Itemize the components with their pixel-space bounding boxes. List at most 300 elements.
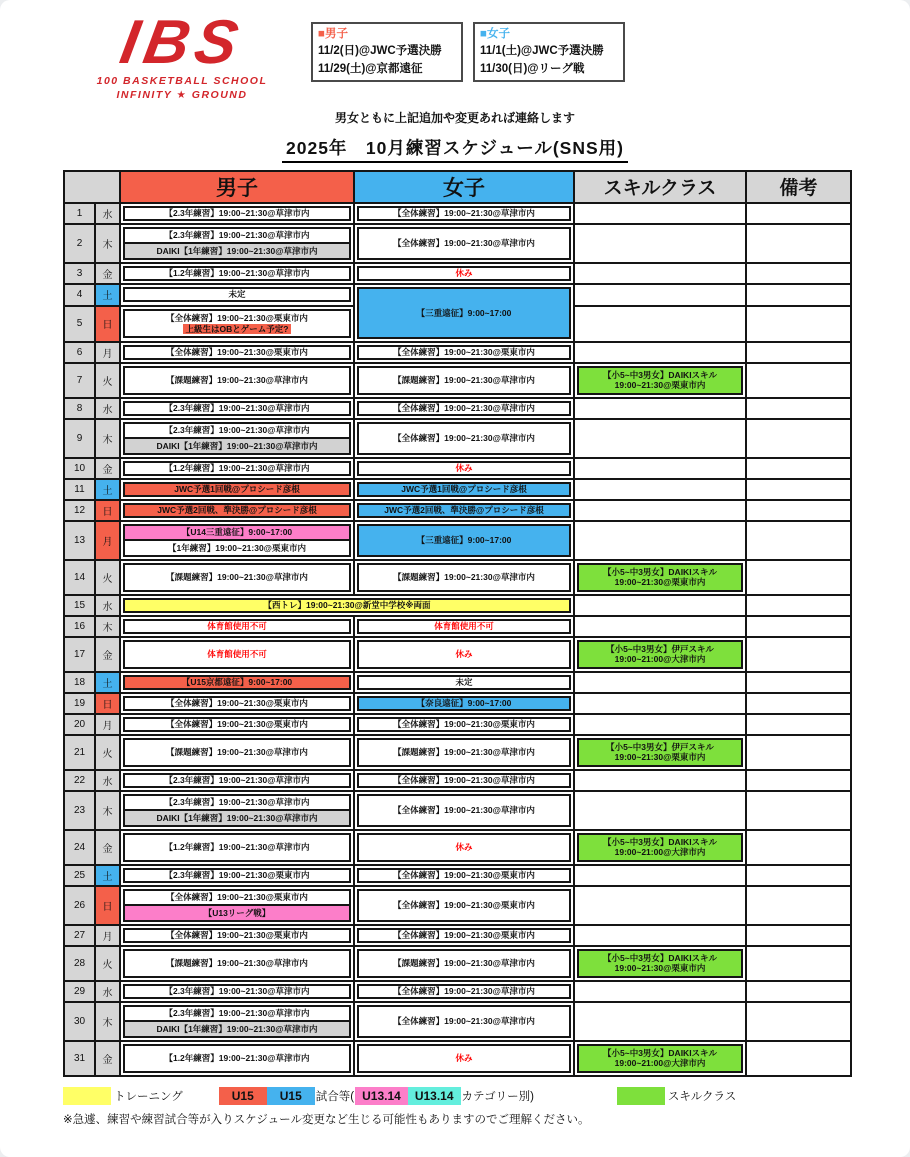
boys-cell [120,791,354,830]
event-sub-box: 【2.3年練習】19:00~21:30@草津市内 [125,1007,349,1021]
event-box: 【課題練習】19:00~21:30@草津市内 [357,563,571,592]
girls-cell [354,284,574,342]
remarks-cell [746,616,851,637]
boys-cell [120,203,354,224]
boys-girls-span-cell [120,595,574,616]
skill-cell [574,616,746,637]
girls-cell [354,735,574,770]
girls-cell [354,479,574,500]
skill-box [577,366,743,395]
skill-box [577,1044,743,1073]
skill-cell [574,284,746,306]
boys-cell [120,306,354,342]
skill-line: 19:00~21:30@栗東市内 [614,577,706,588]
schedule-row [64,224,851,263]
girls-cell [354,398,574,419]
weekday-cell: 金 [95,1041,120,1076]
day-cell: 20 [64,714,95,735]
skill-box [577,640,743,669]
weekday-cell: 木 [95,616,120,637]
girls-cell [354,203,574,224]
day-cell: 5 [64,306,95,342]
skill-cell [574,419,746,458]
boys-cell [120,637,354,672]
event-box: 【課題練習】19:00~21:30@草津市内 [123,366,351,395]
girls-cell [354,693,574,714]
remarks-cell [746,306,851,342]
girls-cell [354,791,574,830]
skill-line: 19:00~21:00@大津市内 [614,654,706,665]
remarks-cell [746,830,851,865]
skill-cell [574,637,746,672]
skill-cell [574,1002,746,1041]
event-box: 【西トレ】19:00~21:30@新堂中学校※両面 [123,598,571,613]
header-row [64,171,851,203]
event-box: 【全体練習】19:00~21:30@栗東市内 [123,928,351,943]
day-cell: 28 [64,946,95,981]
skill-cell [574,479,746,500]
schedule-row [64,363,851,398]
event-box: 【全体練習】19:00~21:30@栗東市内 [357,345,571,360]
event-sub-box: DAIKI【1年練習】19:00~21:30@草津市内 [125,242,349,258]
girls-cell [354,672,574,693]
boys-cell [120,946,354,981]
skill-cell [574,672,746,693]
day-cell: 24 [64,830,95,865]
weekday-cell: 土 [95,865,120,886]
weekday-cell: 木 [95,1002,120,1041]
remarks-cell [746,981,851,1002]
skill-line: 19:00~21:30@栗東市内 [614,380,706,391]
remarks-cell [746,203,851,224]
remarks-cell [746,886,851,925]
event-box: 休み [357,640,571,669]
weekday-cell: 土 [95,284,120,306]
boys-upcoming-title: ■男子 [318,28,348,40]
day-cell: 13 [64,521,95,560]
skill-cell [574,1041,746,1076]
event-box: 【全体練習】19:00~21:30@栗東市内 [357,889,571,922]
remarks-cell [746,693,851,714]
schedule-body [64,203,851,1076]
boys-cell [120,284,354,306]
remarks-cell [746,637,851,672]
day-cell: 22 [64,770,95,791]
schedule-row [64,398,851,419]
event-box: 【U15京都遠征】9:00~17:00 [123,675,351,690]
schedule-row [64,946,851,981]
skill-line: 【小5~中3男女】伊戸スキル [606,643,714,654]
day-cell: 14 [64,560,95,595]
event-sub-box: 【2.3年練習】19:00~21:30@草津市内 [125,424,349,438]
boys-cell [120,693,354,714]
skill-cell [574,342,746,363]
girls-cell [354,925,574,946]
boys-upcoming-box [311,22,463,82]
skill-cell [574,521,746,560]
weekday-cell: 水 [95,770,120,791]
event-box: 【2.3年練習】19:00~21:30@栗東市内 [123,868,351,883]
skill-cell [574,224,746,263]
ibs-logo-subtitle-1: 100 BASKETBALL SCHOOL [96,74,268,87]
schedule-row [64,284,851,306]
boys-cell [120,398,354,419]
corner-header-cell [64,171,120,203]
remarks-cell [746,714,851,735]
girls-upcoming-box [473,22,625,82]
event-box: 【課題練習】19:00~21:30@草津市内 [357,366,571,395]
skill-line: 19:00~21:30@栗東市内 [614,752,706,763]
legend-swatch-cyan: U13.14 [408,1087,461,1105]
event-box [123,422,351,455]
schedule-row [64,735,851,770]
legend-swatch-blue: U15 [267,1087,315,1105]
event-box: 【全体練習】19:00~21:30@栗東市内 [123,696,351,711]
day-cell: 19 [64,693,95,714]
skill-cell [574,830,746,865]
skill-cell [574,363,746,398]
girls-cell [354,714,574,735]
boys-cell [120,1041,354,1076]
event-box: 【全体練習】19:00~21:30@草津市内 [357,401,571,416]
boys-cell [120,830,354,865]
schedule-row [64,458,851,479]
event-box: 【1.2年練習】19:00~21:30@草津市内 [123,833,351,862]
skill-line: 【小5~中3男女】DAIKIスキル [603,566,717,577]
boys-cell [120,479,354,500]
schedule-row [64,770,851,791]
event-box: 未定 [357,675,571,690]
girls-cell [354,637,574,672]
schedule-row [64,714,851,735]
event-box: JWC予選2回戦、準決勝@プロシード彦根 [357,503,571,518]
event-box: 【課題練習】19:00~21:30@草津市内 [357,949,571,978]
col-header-girls: 女子 [354,171,574,203]
schedule-table [63,170,852,1077]
col-header-skill: スキルクラス [574,171,746,203]
remarks-cell [746,770,851,791]
event-box: 【全体練習】19:00~21:30@栗東市内 [123,345,351,360]
event-box: 【全体練習】19:00~21:30@栗東市内 [357,717,571,732]
schedule-row [64,925,851,946]
remarks-cell [746,672,851,693]
event-box: JWC予選1回戦@プロシード彦根 [357,482,571,497]
skill-cell [574,398,746,419]
boys-cell [120,981,354,1002]
schedule-row [64,981,851,1002]
girls-cell [354,363,574,398]
event-box: 【2.3年練習】19:00~21:30@草津市内 [123,984,351,999]
girls-cell [354,224,574,263]
weekday-cell: 月 [95,521,120,560]
remarks-cell [746,284,851,306]
weekday-cell: 月 [95,925,120,946]
event-box: 【全体練習】19:00~21:30@草津市内 [357,773,571,788]
weekday-cell: 金 [95,830,120,865]
event-box: 体育館使用不可 [357,619,571,634]
footer-note: ※急遽、練習や練習試合等が入りスケジュール変更など生じる可能性もありますのでご理解ください。 [63,1113,590,1126]
schedule-row [64,616,851,637]
page-title: 2025年 10月練習スケジュール(SNS用) [282,135,628,163]
girls-cell [354,865,574,886]
day-cell: 27 [64,925,95,946]
remarks-cell [746,925,851,946]
girls-cell [354,263,574,284]
legend-text: カテゴリー別) [461,1090,534,1103]
event-box: 休み [357,1044,571,1073]
girls-cell [354,521,574,560]
event-box: 【三重遠征】9:00~17:00 [357,287,571,339]
girls-cell [354,419,574,458]
skill-cell [574,946,746,981]
remarks-cell [746,521,851,560]
remarks-cell [746,342,851,363]
event-box: 【2.3年練習】19:00~21:30@草津市内 [123,773,351,788]
girls-cell [354,1041,574,1076]
day-cell: 9 [64,419,95,458]
top-header [0,8,910,101]
event-sub-box: 【1年練習】19:00~21:30@栗東市内 [125,539,349,555]
event-box: 【課題練習】19:00~21:30@草津市内 [123,738,351,767]
event-box: 【全体練習】19:00~21:30@草津市内 [357,1005,571,1038]
weekday-cell: 金 [95,637,120,672]
schedule-row [64,500,851,521]
schedule-row [64,479,851,500]
day-cell: 1 [64,203,95,224]
schedule-row [64,637,851,672]
contact-note: 男女ともに上記追加や変更あれば連絡します [334,110,575,125]
boys-cell [120,521,354,560]
girls-cell [354,830,574,865]
boys-cell [120,886,354,925]
boys-cell [120,419,354,458]
day-cell: 25 [64,865,95,886]
boys-cell [120,500,354,521]
remarks-cell [746,419,851,458]
ibs-logo [63,8,301,101]
schedule-row [64,1002,851,1041]
skill-line: 【小5~中3男女】DAIKIスキル [603,1047,717,1058]
event-box: 体育館使用不可 [123,640,351,669]
remarks-cell [746,500,851,521]
boys-cell [120,342,354,363]
girls-cell [354,946,574,981]
boys-cell [120,560,354,595]
schedule-row [64,1041,851,1076]
boys-cell [120,224,354,263]
girls-cell [354,458,574,479]
event-sub-box: 【2.3年練習】19:00~21:30@草津市内 [125,229,349,243]
skill-cell [574,458,746,479]
girls-cell [354,616,574,637]
weekday-cell: 日 [95,306,120,342]
event-sub-box: DAIKI【1年練習】19:00~21:30@草津市内 [125,1020,349,1036]
skill-line: 【小5~中3男女】DAIKIスキル [603,836,717,847]
day-cell: 7 [64,363,95,398]
boys-upcoming-line: 11/2(日)@JWC予選決勝 [318,45,442,58]
event-sub-box: 【全体練習】19:00~21:30@栗東市内 [125,891,349,905]
schedule-row [64,886,851,925]
weekday-cell: 水 [95,203,120,224]
remarks-cell [746,224,851,263]
girls-upcoming-title: ■女子 [480,28,510,40]
remarks-cell [746,735,851,770]
girls-cell [354,342,574,363]
col-header-remarks: 備考 [746,171,851,203]
girls-cell [354,1002,574,1041]
event-box: 【全体練習】19:00~21:30@草津市内 [357,794,571,827]
event-box: 【2.3年練習】19:00~21:30@草津市内 [123,401,351,416]
day-cell: 8 [64,398,95,419]
boys-upcoming-line: 11/29(土)@京都遠征 [318,62,423,75]
skill-cell [574,714,746,735]
boys-cell [120,714,354,735]
event-box [123,889,351,922]
boys-cell [120,1002,354,1041]
event-box: 【全体練習】19:00~21:30@草津市内 [357,206,571,221]
weekday-cell: 火 [95,735,120,770]
remarks-cell [746,1041,851,1076]
ibs-logo-text: IBS [115,8,249,77]
event-box [123,309,351,338]
weekday-cell: 月 [95,342,120,363]
remarks-cell [746,791,851,830]
weekday-cell: 水 [95,398,120,419]
event-box: 【課題練習】19:00~21:30@草津市内 [123,563,351,592]
weekday-cell: 火 [95,560,120,595]
schedule-row [64,521,851,560]
event-box: 【1.2年練習】19:00~21:30@草津市内 [123,1044,351,1073]
event-sub-box: DAIKI【1年練習】19:00~21:30@草津市内 [125,437,349,453]
weekday-cell: 日 [95,886,120,925]
highlighted-note: 上級生はOBとゲーム予定? [183,324,292,335]
weekday-cell: 月 [95,714,120,735]
day-cell: 21 [64,735,95,770]
skill-box [577,833,743,862]
legend-label: トレーニング [114,1090,183,1103]
schedule-row [64,830,851,865]
remarks-cell [746,560,851,595]
event-sub-box: DAIKI【1年練習】19:00~21:30@草津市内 [125,809,349,825]
event-box: 【全体練習】19:00~21:30@栗東市内 [357,868,571,883]
schedule-row [64,419,851,458]
skill-cell [574,595,746,616]
weekday-cell: 金 [95,458,120,479]
boys-cell [120,616,354,637]
day-cell: 18 [64,672,95,693]
event-sub-box: 【U13リーグ戦】 [125,904,349,920]
day-cell: 29 [64,981,95,1002]
girls-upcoming-line: 11/1(土)@JWC予選決勝 [480,45,604,58]
legend-text: 試合等( [315,1090,355,1103]
event-box: 【課題練習】19:00~21:30@草津市内 [357,738,571,767]
boys-cell [120,263,354,284]
schedule-row [64,693,851,714]
day-cell: 31 [64,1041,95,1076]
girls-cell [354,886,574,925]
event-box: 休み [357,266,571,281]
col-header-boys: 男子 [120,171,354,203]
day-cell: 10 [64,458,95,479]
skill-cell [574,865,746,886]
weekday-cell: 火 [95,363,120,398]
day-cell: 6 [64,342,95,363]
girls-cell [354,770,574,791]
schedule-row [64,203,851,224]
event-box: 【全体練習】19:00~21:30@栗東市内 [357,928,571,943]
event-box: 未定 [123,287,351,302]
schedule-row [64,595,851,616]
day-cell: 23 [64,791,95,830]
weekday-cell: 金 [95,263,120,284]
remarks-cell [746,595,851,616]
day-cell: 11 [64,479,95,500]
skill-box [577,949,743,978]
day-cell: 3 [64,263,95,284]
weekday-cell: 水 [95,981,120,1002]
day-cell: 17 [64,637,95,672]
day-cell: 4 [64,284,95,306]
boys-cell [120,458,354,479]
legend-swatch-yellow [63,1087,111,1105]
skill-line: 【小5~中3男女】DAIKIスキル [603,952,717,963]
remarks-cell [746,398,851,419]
girls-cell [354,560,574,595]
legend-label: スキルクラス [667,1090,737,1103]
skill-line: 19:00~21:00@大津市内 [614,847,706,858]
skill-box [577,738,743,767]
girls-cell [354,981,574,1002]
day-cell: 26 [64,886,95,925]
event-box: 体育館使用不可 [123,619,351,634]
day-cell: 15 [64,595,95,616]
boys-cell [120,925,354,946]
remarks-cell [746,363,851,398]
boys-cell [120,672,354,693]
event-box: JWC予選1回戦@プロシード彦根 [123,482,351,497]
event-box [123,1005,351,1038]
schedule-row [64,865,851,886]
skill-cell [574,791,746,830]
event-box: 休み [357,461,571,476]
skill-cell [574,263,746,284]
weekday-cell: 土 [95,672,120,693]
skill-cell [574,770,746,791]
event-sub-box: 【U14三重遠征】9:00~17:00 [125,526,349,540]
weekday-cell: 日 [95,500,120,521]
skill-cell [574,203,746,224]
day-cell: 16 [64,616,95,637]
skill-cell [574,925,746,946]
day-cell: 2 [64,224,95,263]
event-box: 【全体練習】19:00~21:30@栗東市内 [123,717,351,732]
weekday-cell: 日 [95,693,120,714]
day-cell: 12 [64,500,95,521]
skill-cell [574,500,746,521]
event-box: 【全体練習】19:00~21:30@草津市内 [357,227,571,260]
event-sub-box: 【2.3年練習】19:00~21:30@草津市内 [125,796,349,810]
event-box: 【1.2年練習】19:00~21:30@草津市内 [123,266,351,281]
boys-cell [120,770,354,791]
event-box: 【全体練習】19:00~21:30@草津市内 [357,422,571,455]
event-box: 【1.2年練習】19:00~21:30@草津市内 [123,461,351,476]
remarks-cell [746,946,851,981]
skill-cell [574,735,746,770]
skill-line: 19:00~21:00@大津市内 [614,1058,706,1069]
event-box: 休み [357,833,571,862]
ibs-logo-subtitle-2: INFINITY ★ GROUND [116,88,248,101]
remarks-cell [746,458,851,479]
